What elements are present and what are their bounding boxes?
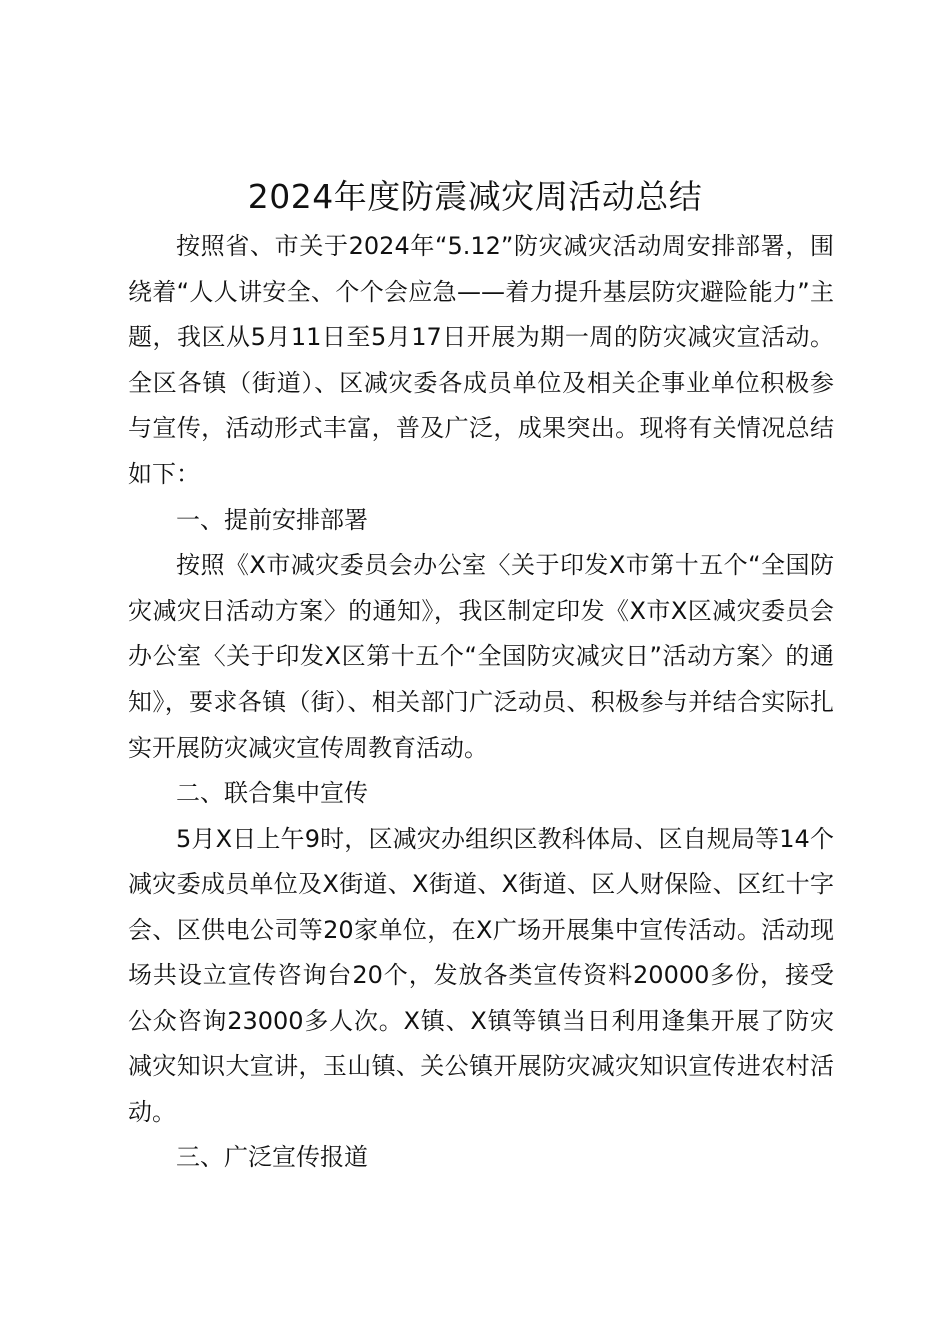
section-2-paragraph: 5月X日上午9时，区减灾办组织区教科体局、区自规局等14个减灾委成员单位及X街道、X街道、X街道、区人财保险、区红十字会、区供电公司等20家单位，在X广场开展集中宣传活动。活动现场共设立宣传咨询台20个，发放各类宣传资料20000多份，接受公众咨询23000多人次。X镇、X镇等镇当日利用逢集开展了防灾减灾知识大宣讲，玉山镇、关公镇开展防灾减灾知识宣传进农村活动。: [128, 824, 834, 1126]
document-body: [128, 224, 834, 1181]
intro-paragraph: 按照省、市关于2024年“5.12”防灾减灾活动周安排部署，围绕着“人人讲安全、个个会应急——着力提升基层防灾避险能力”主题，我区从5月11日至5月17日开展为期一周的防灾减灾宣活动。全区各镇（街道）、区减灾委各成员单位及相关企事业单位积极参与宣传，活动形式丰富，普及广泛，成果突出。现将有关情况总结如下：: [128, 232, 834, 488]
section-heading-3: 三、广泛宣传报道: [176, 1143, 368, 1172]
section-heading-1: 一、提前安排部署: [176, 505, 368, 534]
section-1-paragraph: 按照《X市减灾委员会办公室〈关于印发X市第十五个“全国防灾减灾日活动方案〉的通知》，我区制定印发《X市X区减灾委员会办公室〈关于印发X区第十五个“全国防灾减灾日”活动方案〉的通知》，要求各镇（街）、相关部门广泛动员、积极参与并结合实际扎实开展防灾减灾宣传周教育活动。: [128, 551, 834, 762]
section-heading-2: 二、联合集中宣传: [176, 779, 368, 808]
document-title: 2024年度防震减灾周活动总结: [247, 177, 703, 216]
